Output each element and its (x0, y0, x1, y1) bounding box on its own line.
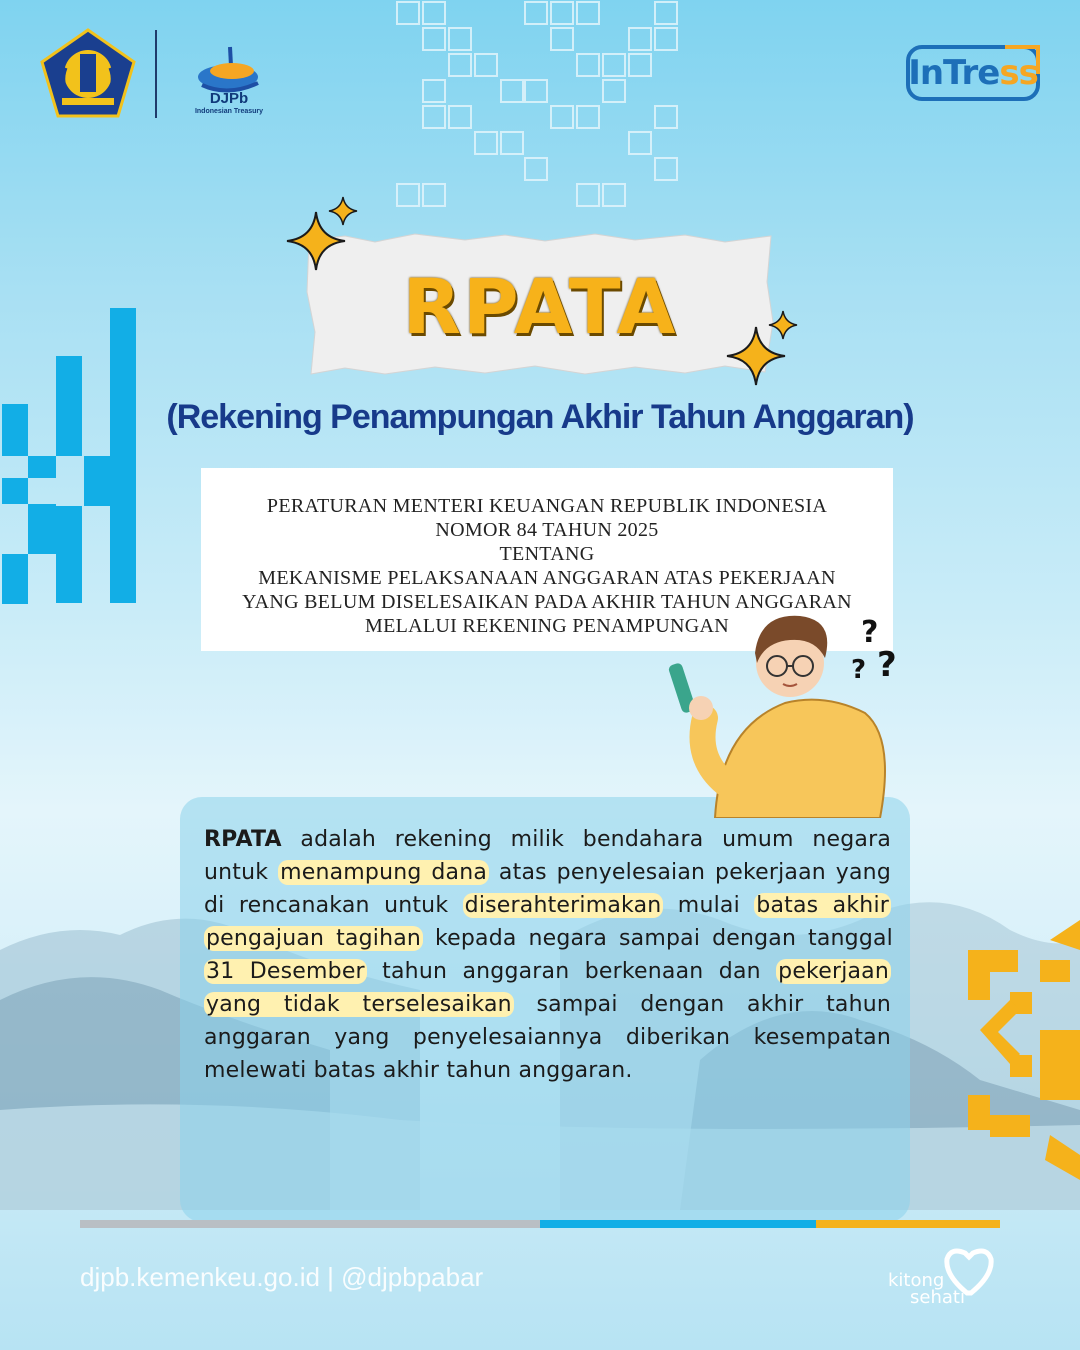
djpb-tagline: Indonesian Treasury (194, 108, 264, 115)
footer-bar-yellow (816, 1220, 1000, 1228)
highlight: diserahterimakan (464, 893, 662, 918)
footer-brand-line2: sehati (910, 1287, 965, 1308)
intress-logo-part1: InTre (908, 53, 1000, 93)
grid-decoration (395, 0, 690, 240)
definition-text: mulai (663, 893, 755, 918)
sparkle-small-icon (328, 196, 358, 226)
svg-text:?: ? (851, 655, 867, 685)
definition-text: kepada negara sampai dengan tanggal (423, 926, 893, 951)
kemenkeu-emblem-icon (40, 28, 136, 118)
regulation-line: YANG BELUM DISELESAIKAN PADA AKHIR TAHUN ANGGARAN (242, 591, 852, 613)
intress-logo (905, 44, 1041, 102)
regulation-line: MEKANISME PELAKSANAAN ANGGARAN ATAS PEKERJAAN (258, 567, 836, 589)
regulation-line: MELALUI REKENING PENAMPUNGAN (365, 615, 729, 637)
page-title: RPATA (402, 262, 678, 351)
intress-logo-part2: ss (999, 53, 1038, 93)
djpb-wordmark: DJPb (209, 90, 249, 107)
svg-text:?: ? (877, 645, 897, 685)
footer-brand-line1: kitong (888, 1270, 945, 1291)
highlight: batas akhir pengajuan tagihan (206, 893, 890, 951)
sparkle-small-icon (768, 310, 798, 340)
thinking-person-illustration (665, 608, 925, 818)
footer-brand (888, 1272, 965, 1306)
regulation-line: NOMOR 84 TAHUN 2025 (435, 519, 659, 541)
definition-term: RPATA (204, 827, 282, 852)
footer-bar-gray (80, 1220, 540, 1228)
highlight: menampung dana (280, 860, 488, 885)
footer-contact: djpb.kemenkeu.go.id | @djpbpabar (80, 1262, 484, 1292)
definition-text: tahun anggaran berkenaan dan (366, 959, 777, 984)
definition-text: adalah rekening milik bendahara umum negara untuk (204, 827, 891, 885)
regulation-line: PERATURAN MENTERI KEUANGAN REPUBLIK INDONESIA (266, 495, 828, 517)
definition-text: atas penyelesaian pekerjaan yang di rencanakan untuk (204, 860, 891, 918)
footer-bar-blue (540, 1220, 816, 1228)
pixel-bars-decoration (0, 308, 140, 608)
logo-divider (155, 30, 157, 118)
definition-paragraph (204, 823, 891, 1087)
highlight: 31 Desember (206, 959, 365, 984)
regulation-line: TENTANG (499, 543, 595, 565)
question-marks (851, 615, 897, 685)
highlight: pekerjaan yang tidak terselesaikan (206, 959, 890, 1017)
definition-text: sampai dengan akhir tahun anggaran yang penyelesaiannya diberikan kesempatan melewati batas akhir tahun anggaran. (204, 992, 892, 1083)
page-subtitle: (Rekening Penampungan Akhir Tahun Anggaran) (166, 398, 914, 436)
pixel-arrows-decoration (940, 920, 1080, 1180)
svg-text:?: ? (861, 615, 879, 650)
